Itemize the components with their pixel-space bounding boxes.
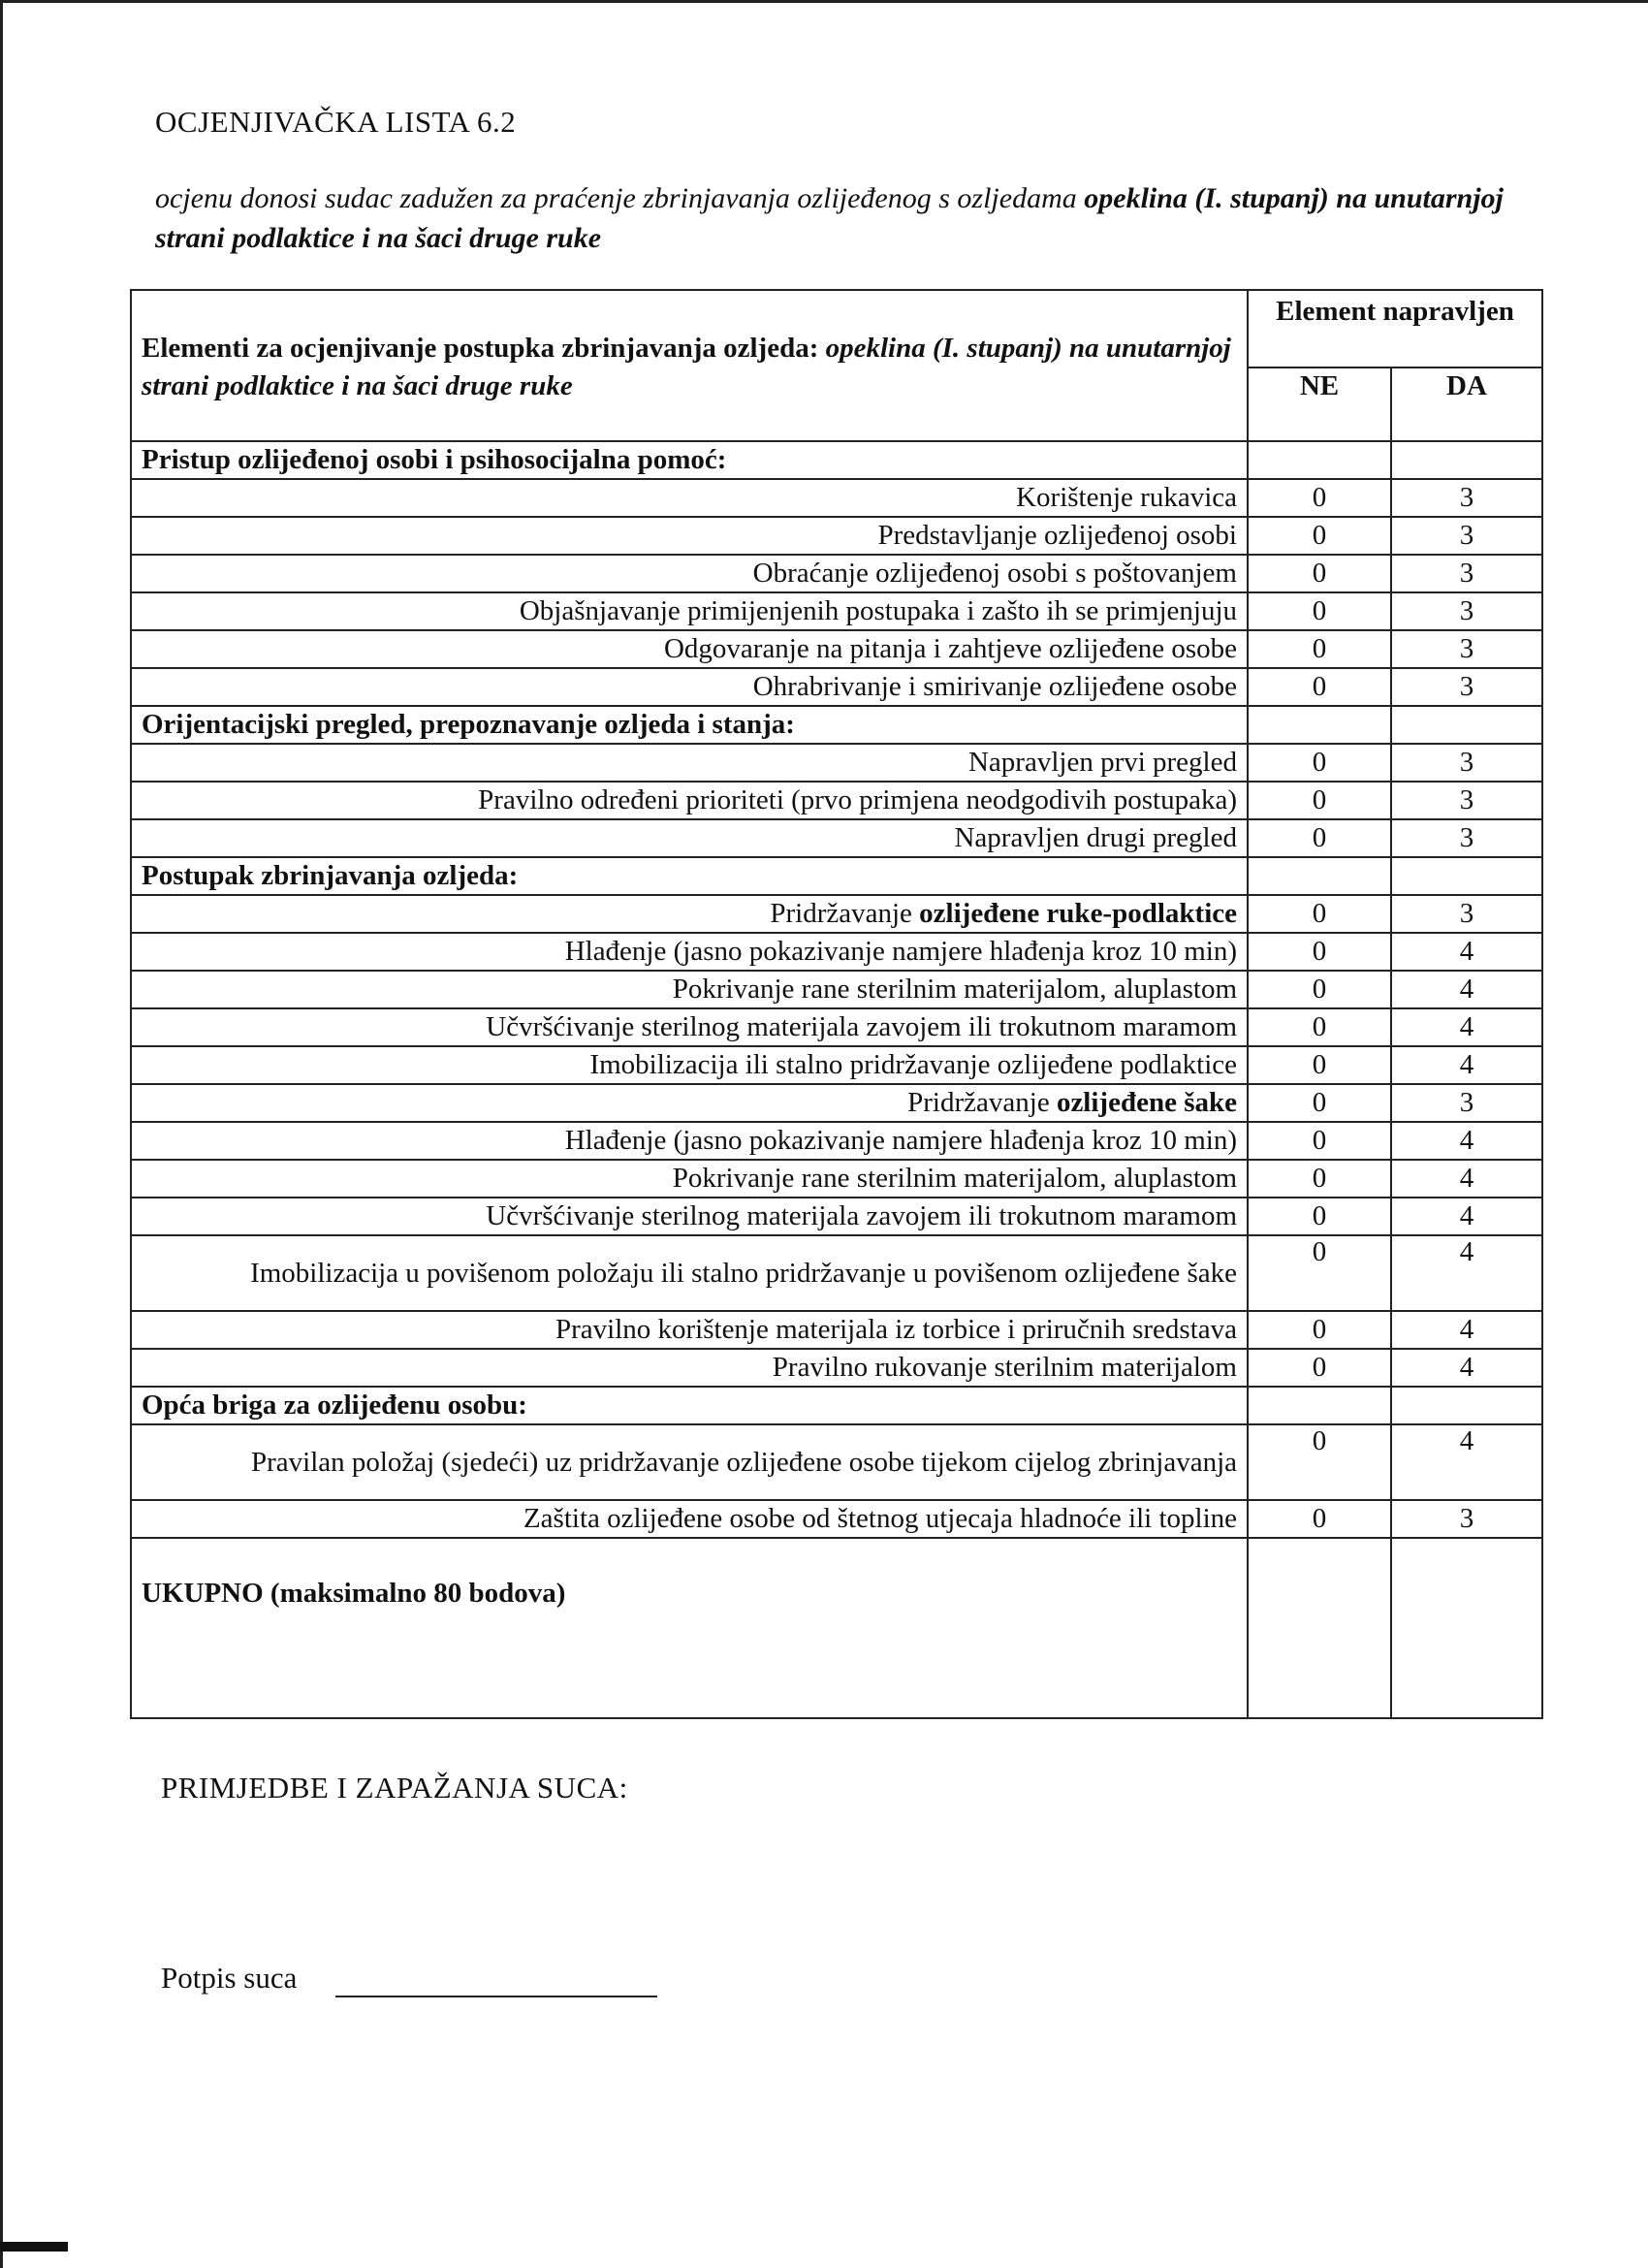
score-ne: 0 (1248, 895, 1391, 933)
item-label-text: Hlađenje (jasno pokazivanje namjere hlađenja kroz 10 min) (564, 1125, 1237, 1156)
section-label: Opća briga za ozlijeđenu osobu: (131, 1387, 1248, 1424)
judge-signature-label: Potpis suca (161, 1961, 298, 1995)
item-label-text: Predstavljanje ozlijeđenoj osobi (877, 520, 1237, 551)
score-da: 3 (1391, 630, 1542, 668)
section-da-cell (1391, 1387, 1542, 1424)
score-ne: 0 (1248, 819, 1391, 857)
score-da: 3 (1391, 517, 1542, 555)
score-ne: 0 (1248, 1500, 1391, 1538)
table-row (131, 1160, 1542, 1198)
score-ne: 0 (1248, 971, 1391, 1008)
item-label-text: Učvršćivanje sterilnog materijala zavojem ili trokutnom maramom (486, 1200, 1237, 1231)
item-label (131, 744, 1248, 782)
score-ne: 0 (1248, 517, 1391, 555)
table-row (131, 895, 1542, 933)
judge-remarks-label: PRIMJEDBE I ZAPAŽANJA SUCA: (161, 1771, 628, 1805)
item-label (131, 895, 1248, 933)
score-da: 3 (1391, 819, 1542, 857)
item-label-text: Napravljen drugi pregled (954, 822, 1237, 853)
item-label (131, 592, 1248, 630)
section-da-cell (1391, 706, 1542, 744)
section-ne-cell (1248, 706, 1391, 744)
section-row (131, 1387, 1542, 1424)
header-main-italic: opeklina (I. stupanj) na unutarnjoj strani podlaktice i na šaci druge ruke (142, 333, 1231, 401)
section-ne-cell (1248, 857, 1391, 895)
score-ne: 0 (1248, 744, 1391, 782)
item-label-text: Pravilno korištenje materijala iz torbice i priručnih sredstava (555, 1314, 1237, 1345)
page-subtitle (155, 178, 1570, 258)
score-da: 4 (1391, 1198, 1542, 1235)
item-label (131, 1008, 1248, 1046)
section-label: Postupak zbrinjavanja ozljeda: (131, 857, 1248, 895)
score-da: 3 (1391, 782, 1542, 819)
score-da: 3 (1391, 744, 1542, 782)
table-row (131, 819, 1542, 857)
item-label-text: Pridržavanje (907, 1087, 1057, 1118)
item-label (131, 517, 1248, 555)
section-row (131, 857, 1542, 895)
item-label (131, 1235, 1248, 1311)
item-label-text: Hlađenje (jasno pokazivanje namjere hlađenja kroz 10 min) (564, 936, 1237, 967)
score-ne: 0 (1248, 1160, 1391, 1198)
score-da: 3 (1391, 555, 1542, 592)
header-element-made: Element napravljen (1248, 290, 1542, 367)
score-ne: 0 (1248, 1349, 1391, 1387)
score-ne: 0 (1248, 1008, 1391, 1046)
item-label-text: Pokrivanje rane sterilnim materijalom, aluplastom (672, 1163, 1237, 1194)
total-row (131, 1538, 1542, 1718)
score-da: 3 (1391, 1500, 1542, 1538)
section-label: Orijentacijski pregled, prepoznavanje ozljeda i stanja: (131, 706, 1248, 744)
page-left-edge (0, 0, 3, 2268)
total-da-cell (1391, 1538, 1542, 1718)
score-ne: 0 (1248, 1235, 1391, 1311)
table-row (131, 1311, 1542, 1349)
score-da: 3 (1391, 592, 1542, 630)
item-label-text: Pravilan položaj (sjedeći) uz pridržavanje ozlijeđene osobe tijekom cijelog zbrinjavanja (250, 1446, 1237, 1478)
score-da: 3 (1391, 668, 1542, 706)
score-da: 4 (1391, 933, 1542, 971)
score-ne: 0 (1248, 592, 1391, 630)
score-da: 3 (1391, 1084, 1542, 1122)
item-label (131, 1424, 1248, 1500)
score-ne: 0 (1248, 1424, 1391, 1500)
item-label-text: Imobilizacija ili stalno pridržavanje ozlijeđene podlaktice (589, 1049, 1237, 1080)
table-row (131, 1008, 1542, 1046)
item-label-text: Pokrivanje rane sterilnim materijalom, aluplastom (672, 974, 1237, 1005)
item-label-text: Pridržavanje (770, 898, 920, 929)
section-ne-cell (1248, 1387, 1391, 1424)
item-label (131, 1198, 1248, 1235)
header-main-bold: Elementi za ocjenjivanje postupka zbrinjavanja ozljeda: (142, 333, 826, 364)
header-da: DA (1391, 367, 1542, 441)
table-row (131, 1235, 1542, 1311)
item-label-text: Učvršćivanje sterilnog materijala zavojem ili trokutnom maramom (486, 1011, 1237, 1042)
score-ne: 0 (1248, 668, 1391, 706)
item-label-text: Zaštita ozlijeđene osobe od štetnog utjecaja hladnoće ili topline (523, 1503, 1237, 1534)
item-label-text: Odgovaranje na pitanja i zahtjeve ozlijeđene osobe (663, 633, 1237, 664)
score-da: 4 (1391, 1311, 1542, 1349)
score-da: 4 (1391, 1349, 1542, 1387)
item-label (131, 819, 1248, 857)
item-label-bold: ozlijeđene ruke-podlaktice (919, 898, 1237, 929)
section-label: Pristup ozlijeđenoj osobi i psihosocijalna pomoć: (131, 441, 1248, 479)
table-row (131, 1046, 1542, 1084)
item-label-text: Korištenje rukavica (1016, 482, 1237, 513)
table-row (131, 592, 1542, 630)
item-label (131, 1349, 1248, 1387)
item-label (131, 668, 1248, 706)
item-label (131, 933, 1248, 971)
item-label (131, 782, 1248, 819)
page-title: OCJENJIVAČKA LISTA 6.2 (155, 105, 517, 139)
item-label-text: Pravilno određeni prioriteti (prvo primjena neodgodivih postupaka) (478, 784, 1237, 815)
item-label (131, 630, 1248, 668)
table-row (131, 479, 1542, 517)
total-label: UKUPNO (maksimalno 80 bodova) (131, 1538, 1248, 1718)
section-da-cell (1391, 441, 1542, 479)
score-da: 4 (1391, 1235, 1542, 1311)
total-ne-cell (1248, 1538, 1391, 1718)
table-header-row (131, 290, 1542, 367)
score-da: 3 (1391, 895, 1542, 933)
table-row (131, 1500, 1542, 1538)
score-da: 4 (1391, 971, 1542, 1008)
score-da: 3 (1391, 479, 1542, 517)
item-label-text: Pravilno rukovanje sterilnim materijalom (772, 1352, 1237, 1383)
score-ne: 0 (1248, 630, 1391, 668)
header-elements-cell (131, 290, 1248, 441)
table-row (131, 555, 1542, 592)
item-label-text: Imobilizacija u povišenom položaju ili stalno pridržavanje u povišenom ozlijeđene šake (250, 1257, 1237, 1289)
scan-corner-mark (0, 2242, 68, 2252)
table-row (131, 782, 1542, 819)
item-label (131, 1500, 1248, 1538)
score-da: 4 (1391, 1160, 1542, 1198)
header-ne: NE (1248, 367, 1391, 441)
score-da: 4 (1391, 1046, 1542, 1084)
section-row (131, 706, 1542, 744)
table-row (131, 517, 1542, 555)
table-row (131, 933, 1542, 971)
score-ne: 0 (1248, 1046, 1391, 1084)
evaluation-table (130, 289, 1543, 1719)
score-ne: 0 (1248, 933, 1391, 971)
item-label-bold: ozlijeđene šake (1056, 1087, 1237, 1118)
score-ne: 0 (1248, 555, 1391, 592)
item-label (131, 555, 1248, 592)
section-da-cell (1391, 857, 1542, 895)
table-row (131, 1349, 1542, 1387)
page-top-edge (0, 0, 1648, 3)
item-label (131, 1046, 1248, 1084)
table-row (131, 630, 1542, 668)
score-ne: 0 (1248, 1084, 1391, 1122)
item-label (131, 1160, 1248, 1198)
item-label (131, 971, 1248, 1008)
score-ne: 0 (1248, 479, 1391, 517)
table-row (131, 1084, 1542, 1122)
table-row (131, 668, 1542, 706)
section-ne-cell (1248, 441, 1391, 479)
signature-line (335, 1996, 657, 1997)
table-row (131, 744, 1542, 782)
score-da: 4 (1391, 1424, 1542, 1500)
item-label (131, 1122, 1248, 1160)
score-da: 4 (1391, 1008, 1542, 1046)
table-row (131, 1424, 1542, 1500)
subtitle-bold: opeklina (I. stupanj) na unutarnjoj strani podlaktice i na šaci druge ruke (155, 182, 1504, 254)
item-label-text: Obraćanje ozlijeđenoj osobi s poštovanjem (752, 558, 1237, 589)
item-label-text: Objašnjavanje primijenjenih postupaka i zašto ih se primjenjuju (519, 595, 1237, 626)
score-ne: 0 (1248, 1198, 1391, 1235)
score-ne: 0 (1248, 1122, 1391, 1160)
item-label-text: Napravljen prvi pregled (967, 747, 1237, 778)
score-ne: 0 (1248, 1311, 1391, 1349)
item-label (131, 1084, 1248, 1122)
item-label-text: Ohrabrivanje i smirivanje ozlijeđene osobe (752, 671, 1237, 702)
score-ne: 0 (1248, 782, 1391, 819)
item-label (131, 479, 1248, 517)
score-da: 4 (1391, 1122, 1542, 1160)
table-row (131, 1122, 1542, 1160)
table-row (131, 1198, 1542, 1235)
section-row (131, 441, 1542, 479)
subtitle-italic: ocjenu donosi sudac zadužen za praćenje zbrinjavanja ozlijeđenog s ozljedama (155, 182, 1085, 214)
table-row (131, 971, 1542, 1008)
item-label (131, 1311, 1248, 1349)
